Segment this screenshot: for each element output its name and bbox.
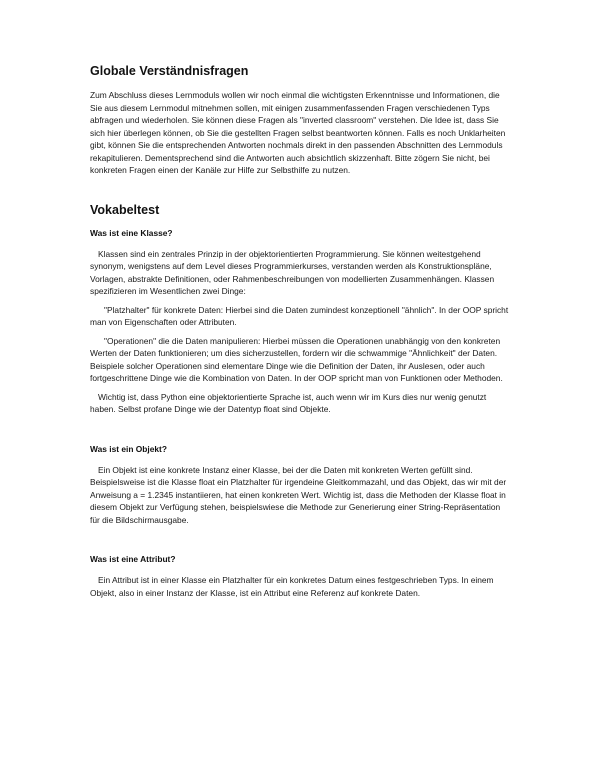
question-heading-attribut: Was ist eine Attribut?	[90, 554, 176, 564]
answer-paragraph: "Operationen" die die Daten manipulieren: Hierbei müssen die Operationen unabhängig von den konkreten Werten der Daten funktionieren; um dies sicherzustellen, fordern wir die schwammige "Ähnlichkeit" der Daten. Beispiele solcher Operationen sind elementare Dinge wie die Definition der Daten, ihr Auslesen, oder auch fortgeschrittene Dinge wie die Kombination von Daten. In der OOP spricht man von Funktionen oder Methoden.	[90, 335, 503, 383]
answer-paragraph: "Platzhalter" für konkrete Daten: Hierbei sind die Daten zumindest konzeptionell "ähnlich". In der OOP spricht man von Eigenschaften oder Attributen.	[90, 304, 509, 327]
answer-paragraph: Ein Attribut ist in einer Klasse ein Platzhalter für ein konkretes Datum eines festgeschrieben Typs. In einem Objekt, also in einer Instanz der Klasse, ist ein Attribut eine Referenz auf konkrete Daten.	[90, 575, 494, 598]
answer-paragraph: Wichtig ist, dass Python eine objektorientierte Sprache ist, auch wenn wir im Kurs dies nur wenig genutzt haben. Selbst profane Dinge wie der Datentyp float sind Objekte.	[90, 391, 487, 414]
answer-paragraph: Ein Objekt ist eine konkrete Instanz einer Klasse, bei der die Daten mit konkreten Werten gefüllt sind. Beispielsweise ist die Klasse float ein Platzhalter für irgendeine Gleitkommazahl, und das Objekt, das wir mit der Anweisung a = 1.2345 instantiieren, hat einen konkreten Wert. Wichtig ist, dass die Methoden der Klasse float in diesem Objekt zur Verfügung stehen, beispielswiese die Methode zur Generierung einer String-Repräsentation für die Bildschirmausgabe.	[90, 464, 507, 525]
answer-paragraph: Klassen sind ein zentrales Prinzip in der objektorientierten Programmierung. Sie können weitestgehend synonym, wenigstens auf dem Level dieses Programmierkurses, verstanden werden als Konstruktionspläne, Vorlagen, abstrakte Definitionen, oder Rahmenbeschreibungen von modellierten Zusammenhängen. Klassen spezifizieren im Wesentlichen zwei Dinge:	[90, 248, 495, 296]
intro-paragraph: Zum Abschluss dieses Lernmoduls wollen wir noch einmal die wichtigsten Erkenntnisse und Informationen, die Sie aus diesem Lernmodul mitnehmen sollen, mit einigen zusammenfassenden Fragen verschiedenen Typs abfragen und wiederholen. Sie können diese Fragen als "inverted classroom" verstehen. Die Idee ist, dass Sie sich hier überlegen können, ob Sie die gestellten Fragen selbst beantworten können. Falls es noch Unklarheiten gibt, können Sie die entsprechenden Antworten nochmals direkt in den passenden Abschnitten des Lernmoduls rekapitulieren. Dementsprechend sind die Antworten auch absichtlich skizzenhaft. Bitte zögern Sie nicht, bei konkreten Fragen einen der Kanäle zur Hilfe zur Selbsthilfe zu nutzen.	[90, 90, 506, 175]
question-heading-objekt: Was ist ein Objekt?	[90, 443, 167, 454]
section-title-vokabeltest: Vokabeltest	[90, 202, 160, 217]
question-heading-klasse: Was ist eine Klasse?	[90, 227, 173, 238]
section-title-global: Globale Verständnisfragen	[90, 64, 249, 78]
